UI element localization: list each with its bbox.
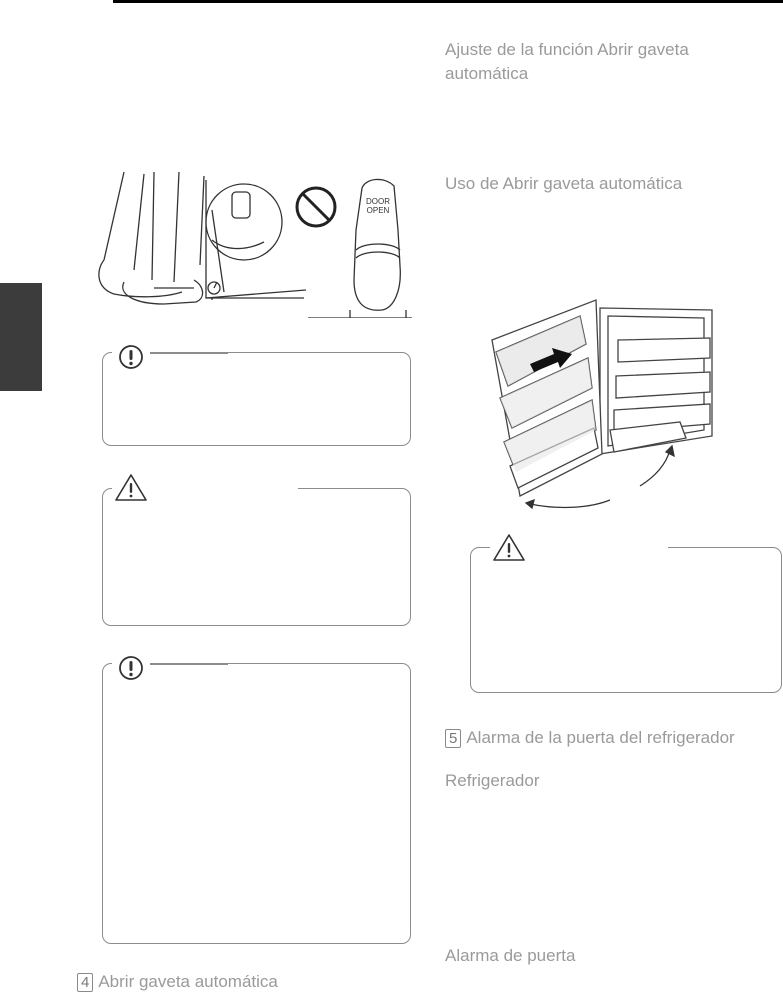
fridge-door-illustration xyxy=(490,296,715,516)
note-box-2 xyxy=(102,663,411,944)
top-rule xyxy=(113,0,783,3)
section-side-tab xyxy=(0,283,42,391)
exclamation-circle-icon xyxy=(112,651,150,685)
warning-triangle-icon xyxy=(112,470,150,504)
section-4-heading xyxy=(77,970,278,994)
section-4-number: 4 xyxy=(77,973,93,992)
section-5-number: 5 xyxy=(445,729,461,748)
caution-box-left xyxy=(102,488,411,626)
use-heading: Uso de Abrir gaveta automática xyxy=(445,174,683,193)
section-4-title: Abrir gaveta automática xyxy=(98,972,278,991)
section-5-title: Alarma de la puerta del refrigerador xyxy=(466,728,735,747)
door-alarm-heading: Alarma de puerta xyxy=(445,946,576,965)
door-open-label: DOOR xyxy=(366,197,390,206)
exclamation-circle-icon xyxy=(112,340,150,374)
setup-heading: Ajuste de la función Abrir gaveta automática xyxy=(445,40,689,83)
svg-text:OPEN: OPEN xyxy=(366,206,390,215)
note-box-1-rule xyxy=(150,352,228,354)
warning-triangle-icon xyxy=(490,530,528,564)
caution-box-right xyxy=(470,547,782,693)
section-5-heading xyxy=(445,726,735,750)
foot-sensor-illustration xyxy=(94,170,412,318)
refrigerator-heading: Refrigerador xyxy=(445,771,540,790)
